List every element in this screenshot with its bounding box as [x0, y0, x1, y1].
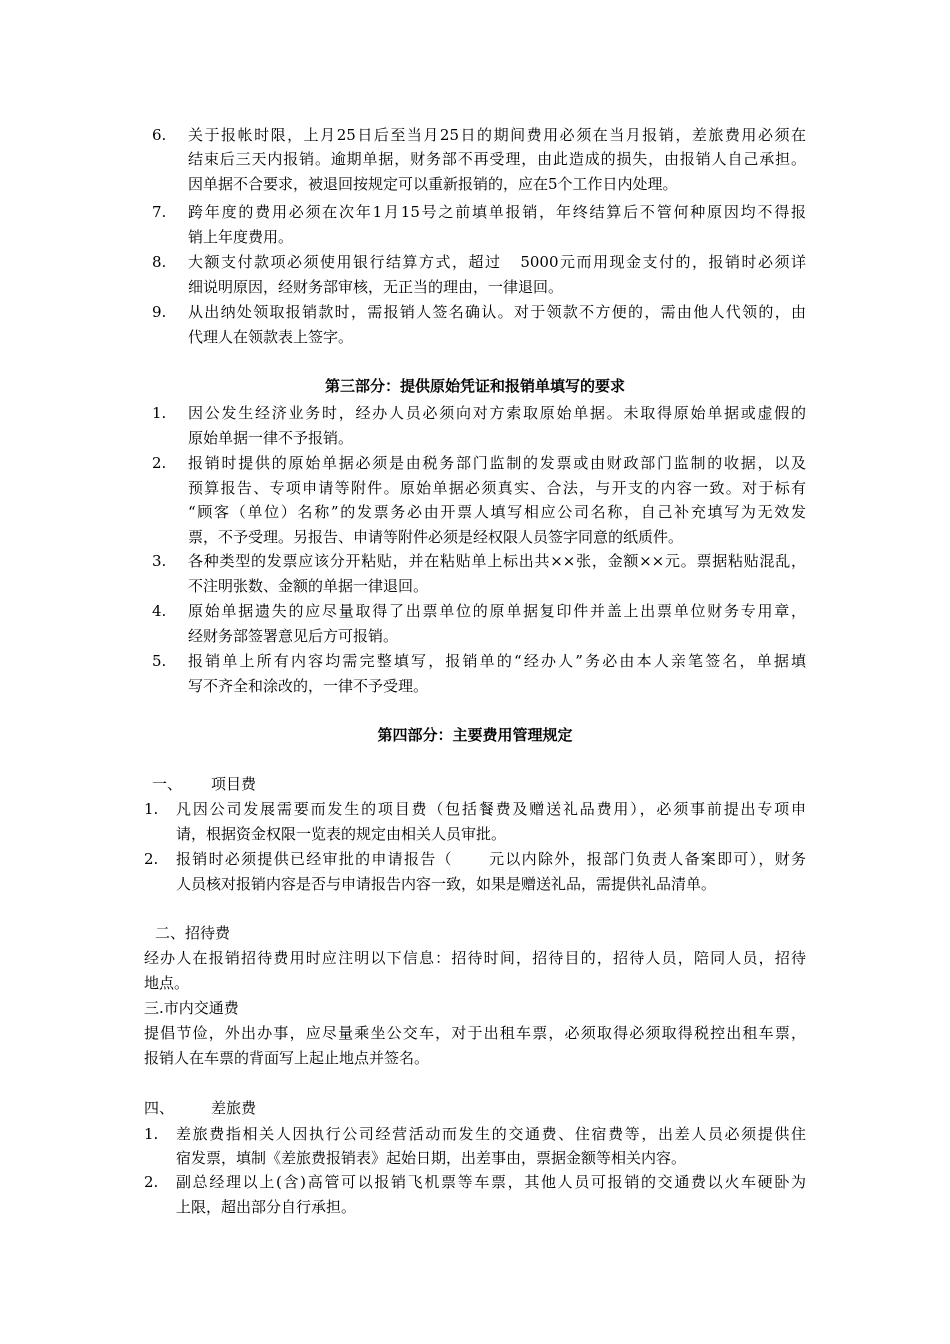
list-item-text: 不注明张数、金额的单据一律退回。 — [188, 577, 429, 595]
list-item-text: 报销时必须提供已经审批的申请报告（ 元以内除外，报部门负责人备案即可），财务 — [176, 850, 806, 868]
list-item-text: 各种类型的发票应该分开粘贴，并在粘贴单上标出共××张，金额××元。票据粘贴混乱， — [188, 552, 806, 570]
list-item-text: 代理人在领款表上签字。 — [188, 328, 354, 346]
list-number: 2. — [152, 454, 167, 472]
list-item-text: 原始单据一律不予报销。 — [188, 429, 354, 447]
subsection-title: 差旅费 — [211, 1099, 257, 1117]
section-heading: 第四部分：主要费用管理规定 — [377, 726, 573, 744]
list-item-text: 副总经理以上(含)高管可以报销飞机票等车票，其他人员可报销的交通费以火车硬卧为 — [176, 1173, 806, 1191]
paragraph-text: 地点。 — [144, 974, 190, 992]
list-item-text: 因公发生经济业务时，经办人员必须向对方索取原始单据。未取得原始单据或虚假的 — [188, 404, 806, 422]
list-item-text: 宿发票，填制《差旅费报销表》起始日期，出差事由，票据金额等相关内容。 — [176, 1149, 687, 1167]
list-item-text: 关于报帐时限，上月25日后至当月25日的期间费用必须在当月报销，差旅费用必须在 — [188, 126, 806, 144]
list-number: 7. — [152, 203, 167, 221]
list-item-text: 凡因公司发展需要而发生的项目费（包括餐费及赠送礼品费用），必须事前提出专项申 — [176, 800, 806, 818]
subsection-marker: 四、 — [144, 1099, 175, 1117]
list-number: 3. — [152, 552, 167, 570]
paragraph-text: 报销人在车票的背面写上起止地点并签名。 — [144, 1049, 430, 1067]
list-item-text: 大额支付款项必须使用银行结算方式，超过 5000元而用现金支付的，报销时必须详 — [188, 253, 806, 271]
subsection-title: 项目费 — [211, 775, 257, 793]
list-item-text: 票，不予受理。另报告、申请等附件必须是经权限人员签字同意的纸质件。 — [188, 528, 684, 546]
list-item-text: 上限，超出部分自行承担。 — [176, 1198, 357, 1216]
list-item-text: “顾客（单位）名称”的发票务必由开票人填写相应公司名称，自己补充填写为无效发 — [188, 503, 806, 521]
list-item-text: 人员核对报销内容是否与申请报告内容一致，如果是赠送礼品，需提供礼品清单。 — [176, 875, 717, 893]
list-number: 1. — [144, 800, 159, 818]
list-number: 1. — [152, 404, 167, 422]
list-number: 4. — [152, 602, 167, 620]
list-item-text: 跨年度的费用必须在次年1月15号之前填单报销，年终结算后不管何种原因均不得报 — [188, 203, 806, 221]
list-item-text: 销上年度费用。 — [188, 228, 294, 246]
list-number: 2. — [144, 850, 159, 868]
list-item-text: 经财务部签署意见后方可报销。 — [188, 627, 399, 645]
section-heading: 第三部分：提供原始凭证和报销单填写的要求 — [324, 377, 625, 395]
list-item-text: 请，根据资金权限一览表的规定由相关人员审批。 — [176, 825, 507, 843]
subsection-title: 三.市内交通费 — [144, 999, 239, 1017]
list-number: 9. — [152, 303, 167, 321]
list-item-text: 因单据不合要求，被退回按规定可以重新报销的，应在5个工作日内处理。 — [188, 175, 678, 193]
list-item-text: 写不齐全和涂改的，一律不予受理。 — [188, 677, 429, 695]
list-number: 8. — [152, 253, 167, 271]
list-number: 6. — [152, 126, 167, 144]
list-item-text: 报销时提供的原始单据必须是由税务部门监制的发票或由财政部门监制的收据，以及 — [188, 454, 806, 472]
list-number: 5. — [152, 652, 167, 670]
list-number: 2. — [144, 1173, 159, 1191]
list-item-text: 原始单据遗失的应尽量取得了出票单位的原单据复印件并盖上出票单位财务专用章， — [188, 602, 806, 620]
subsection-marker: 一、 — [152, 775, 183, 793]
subsection-title: 二、招待费 — [155, 924, 231, 942]
list-number: 1. — [144, 1125, 159, 1143]
list-item-text: 细说明原因，经财务部审核，无正当的理由，一律退回。 — [188, 278, 564, 296]
list-item-text: 预算报告、专项申请等附件。原始单据必须真实、合法，与开支的内容一致。对于标有 — [188, 479, 806, 497]
list-item-text: 报销单上所有内容均需完整填写，报销单的“经办人”务必由本人亲笔签名，单据填 — [188, 652, 806, 670]
paragraph-text: 提倡节俭，外出办事，应尽量乘坐公交车，对于出租车票，必须取得必须取得税控出租车票， — [144, 1024, 806, 1042]
list-item-text: 差旅费指相关人因执行公司经营活动而发生的交通费、住宿费等，出差人员必须提供住 — [176, 1125, 806, 1143]
paragraph-text: 经办人在报销招待费用时应注明以下信息：招待时间，招待目的，招待人员，陪同人员，招待 — [144, 949, 806, 967]
list-item-text: 结束后三天内报销。逾期单据，财务部不再受理，由此造成的损失，由报销人自己承担。 — [188, 150, 806, 168]
list-item-text: 从出纳处领取报销款时，需报销人签名确认。对于领款不方便的，需由他人代领的，由 — [188, 303, 806, 321]
